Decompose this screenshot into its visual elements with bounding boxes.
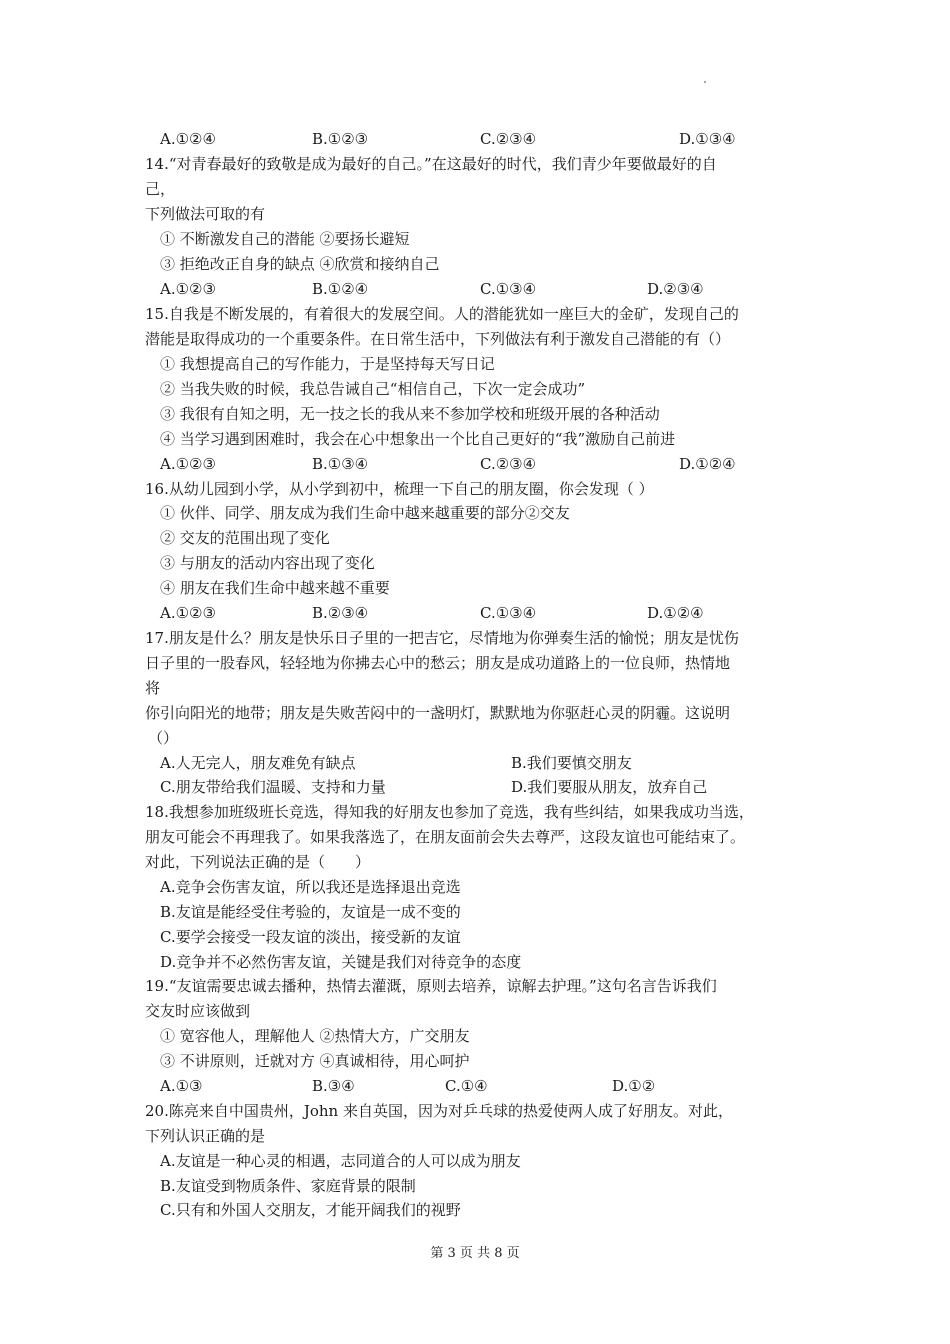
q14-stem: 14.“对青春最好的致敬是成为最好的自己。”在这最好的时代，我们青少年要做最好的自 <box>145 155 717 173</box>
q15-item: ② 当我失败的时候，我总告诫自己“相信自己，下次一定会成功” <box>160 380 586 398</box>
q15-stem: 15.自我是不断发展的，有着很大的发展空间。人的潜能犹如一座巨大的金矿，发现自己的 <box>145 305 739 323</box>
q16-item: ② 交友的范围出现了变化 <box>160 529 330 547</box>
q13-option-a: A.①②④ <box>160 130 216 148</box>
q18-option-a: A.竞争会伤害友谊，所以我还是选择退出竞选 <box>160 878 461 896</box>
q20-option-b: B.友谊受到物质条件、家庭背景的限制 <box>160 1177 416 1195</box>
scan-dot <box>704 81 706 83</box>
q14-option-a: A.①②③ <box>160 280 216 298</box>
q17-stem: 日子里的一股春风，轻轻地为你拂去心中的愁云；朋友是成功道路上的一位良师，热情地 <box>145 654 731 672</box>
page-footer: 第 3 页 共 8 页 <box>430 1246 520 1261</box>
q16-item: ① 伙伴、同学、朋友成为我们生命中越来越重要的部分②交友 <box>160 504 570 522</box>
q20-stem: 20.陈亮来自中国贵州，John 来自英国，因为对乒乓球的热爱使两人成了好朋友。对此， <box>145 1102 733 1120</box>
q13-option-d: D.①③④ <box>679 130 736 148</box>
q15-item: ④ 当学习遇到困难时，我会在心中想象出一个比自己更好的“我”激励自己前进 <box>160 430 676 448</box>
q15-option-d: D.①②④ <box>679 455 736 473</box>
q14-item: ① 不断激发自己的潜能 ②要扬长避短 <box>160 230 410 248</box>
q19-option-a: A.①③ <box>160 1077 203 1095</box>
q14-stem: 下列做法可取的有 <box>145 205 266 223</box>
q15-item: ③ 我很有自知之明，无一技之长的我从来不参加学校和班级开展的各种活动 <box>160 405 660 423</box>
q15-stem: 潜能是取得成功的一个重要条件。在日常生活中，下列做法有利于激发自己潜能的有（） <box>145 330 731 348</box>
q19-option-c: C.①④ <box>445 1077 488 1095</box>
q18-option-d: D.竞争并不必然伤害友谊，关键是我们对待竞争的态度 <box>160 953 522 971</box>
q18-stem: 18.我想参加班级班长竞选，得知我的好朋友也参加了竞选，我有些纠结，如果我成功当选， <box>145 803 754 821</box>
q16-item: ④ 朋友在我们生命中越来越不重要 <box>160 579 390 597</box>
q15-option-a: A.①②③ <box>160 455 216 473</box>
q14-option-c: C.①③④ <box>480 280 537 298</box>
q15-option-b: B.①③④ <box>312 455 369 473</box>
q16-item: ③ 与朋友的活动内容出现了变化 <box>160 554 375 572</box>
q20-stem: 下列认识正确的是 <box>145 1127 266 1145</box>
q14-stem: 己， <box>145 180 176 198</box>
q17-stem: 将 <box>145 679 161 697</box>
q18-option-c: C.要学会接受一段友谊的淡出，接受新的友谊 <box>160 928 461 946</box>
q17-option-b: B.我们要慎交朋友 <box>511 754 632 772</box>
q13-option-b: B.①②③ <box>312 130 369 148</box>
q14-item: ③ 拒绝改正自身的缺点 ④欣赏和接纳自己 <box>160 255 440 273</box>
q17-stem: 你引向阳光的地带；朋友是失败苦闷中的一盏明灯，默默地为你驱赶心灵的阴霾。这说明 <box>145 704 731 722</box>
q20-option-a: A.友谊是一种心灵的相遇，志同道合的人可以成为朋友 <box>160 1152 521 1170</box>
q17-stem: （） <box>148 729 179 747</box>
q19-option-b: B.③④ <box>312 1077 355 1095</box>
q17-stem: 17.朋友是什么？朋友是快乐日子里的一把吉它，尽情地为你弹奏生活的愉悦；朋友是忧伤 <box>145 629 739 647</box>
q19-option-d: D.①② <box>612 1077 656 1095</box>
q17-option-d: D.我们要服从朋友，放弃自己 <box>511 778 708 796</box>
q17-option-a: A.人无完人，朋友难免有缺点 <box>160 754 356 772</box>
q16-option-c: C.①③④ <box>480 604 537 622</box>
q19-item: ① 宽容他人，理解他人 ②热情大方，广交朋友 <box>160 1027 470 1045</box>
q14-option-d: D.②③④ <box>647 280 704 298</box>
q16-stem: 16.从幼儿园到小学，从小学到初中，梳理一下自己的朋友圈，你会发现（ ） <box>145 480 654 498</box>
q19-item: ③ 不讲原则，迁就对方 ④真诚相待，用心呵护 <box>160 1052 470 1070</box>
q15-option-c: C.②③④ <box>480 455 537 473</box>
q18-stem: 对此，下列说法正确的是（ ） <box>145 853 371 871</box>
q19-stem: 交友时应该做到 <box>145 1002 251 1020</box>
q13-option-c: C.②③④ <box>480 130 537 148</box>
q14-option-b: B.①②④ <box>312 280 369 298</box>
q19-stem: 19.“友谊需要忠诚去播种，热情去灌溉，原则去培养，谅解去护理。”这句名言告诉我们 <box>145 977 717 995</box>
q20-option-c: C.只有和外国人交朋友，才能开阔我们的视野 <box>160 1201 461 1219</box>
q16-option-b: B.②③④ <box>312 604 369 622</box>
q16-option-d: D.①②④ <box>647 604 704 622</box>
q16-option-a: A.①②③ <box>160 604 216 622</box>
q15-item: ① 我想提高自己的写作能力，于是坚持每天写日记 <box>160 355 495 373</box>
q17-option-c: C.朋友带给我们温暖、支持和力量 <box>160 778 386 796</box>
q18-stem: 朋友可能会不再理我了。如果我落选了，在朋友面前会失去尊严，这段友谊也可能结束了。 <box>145 828 746 846</box>
q18-option-b: B.友谊是能经受住考验的，友谊是一成不变的 <box>160 903 461 921</box>
